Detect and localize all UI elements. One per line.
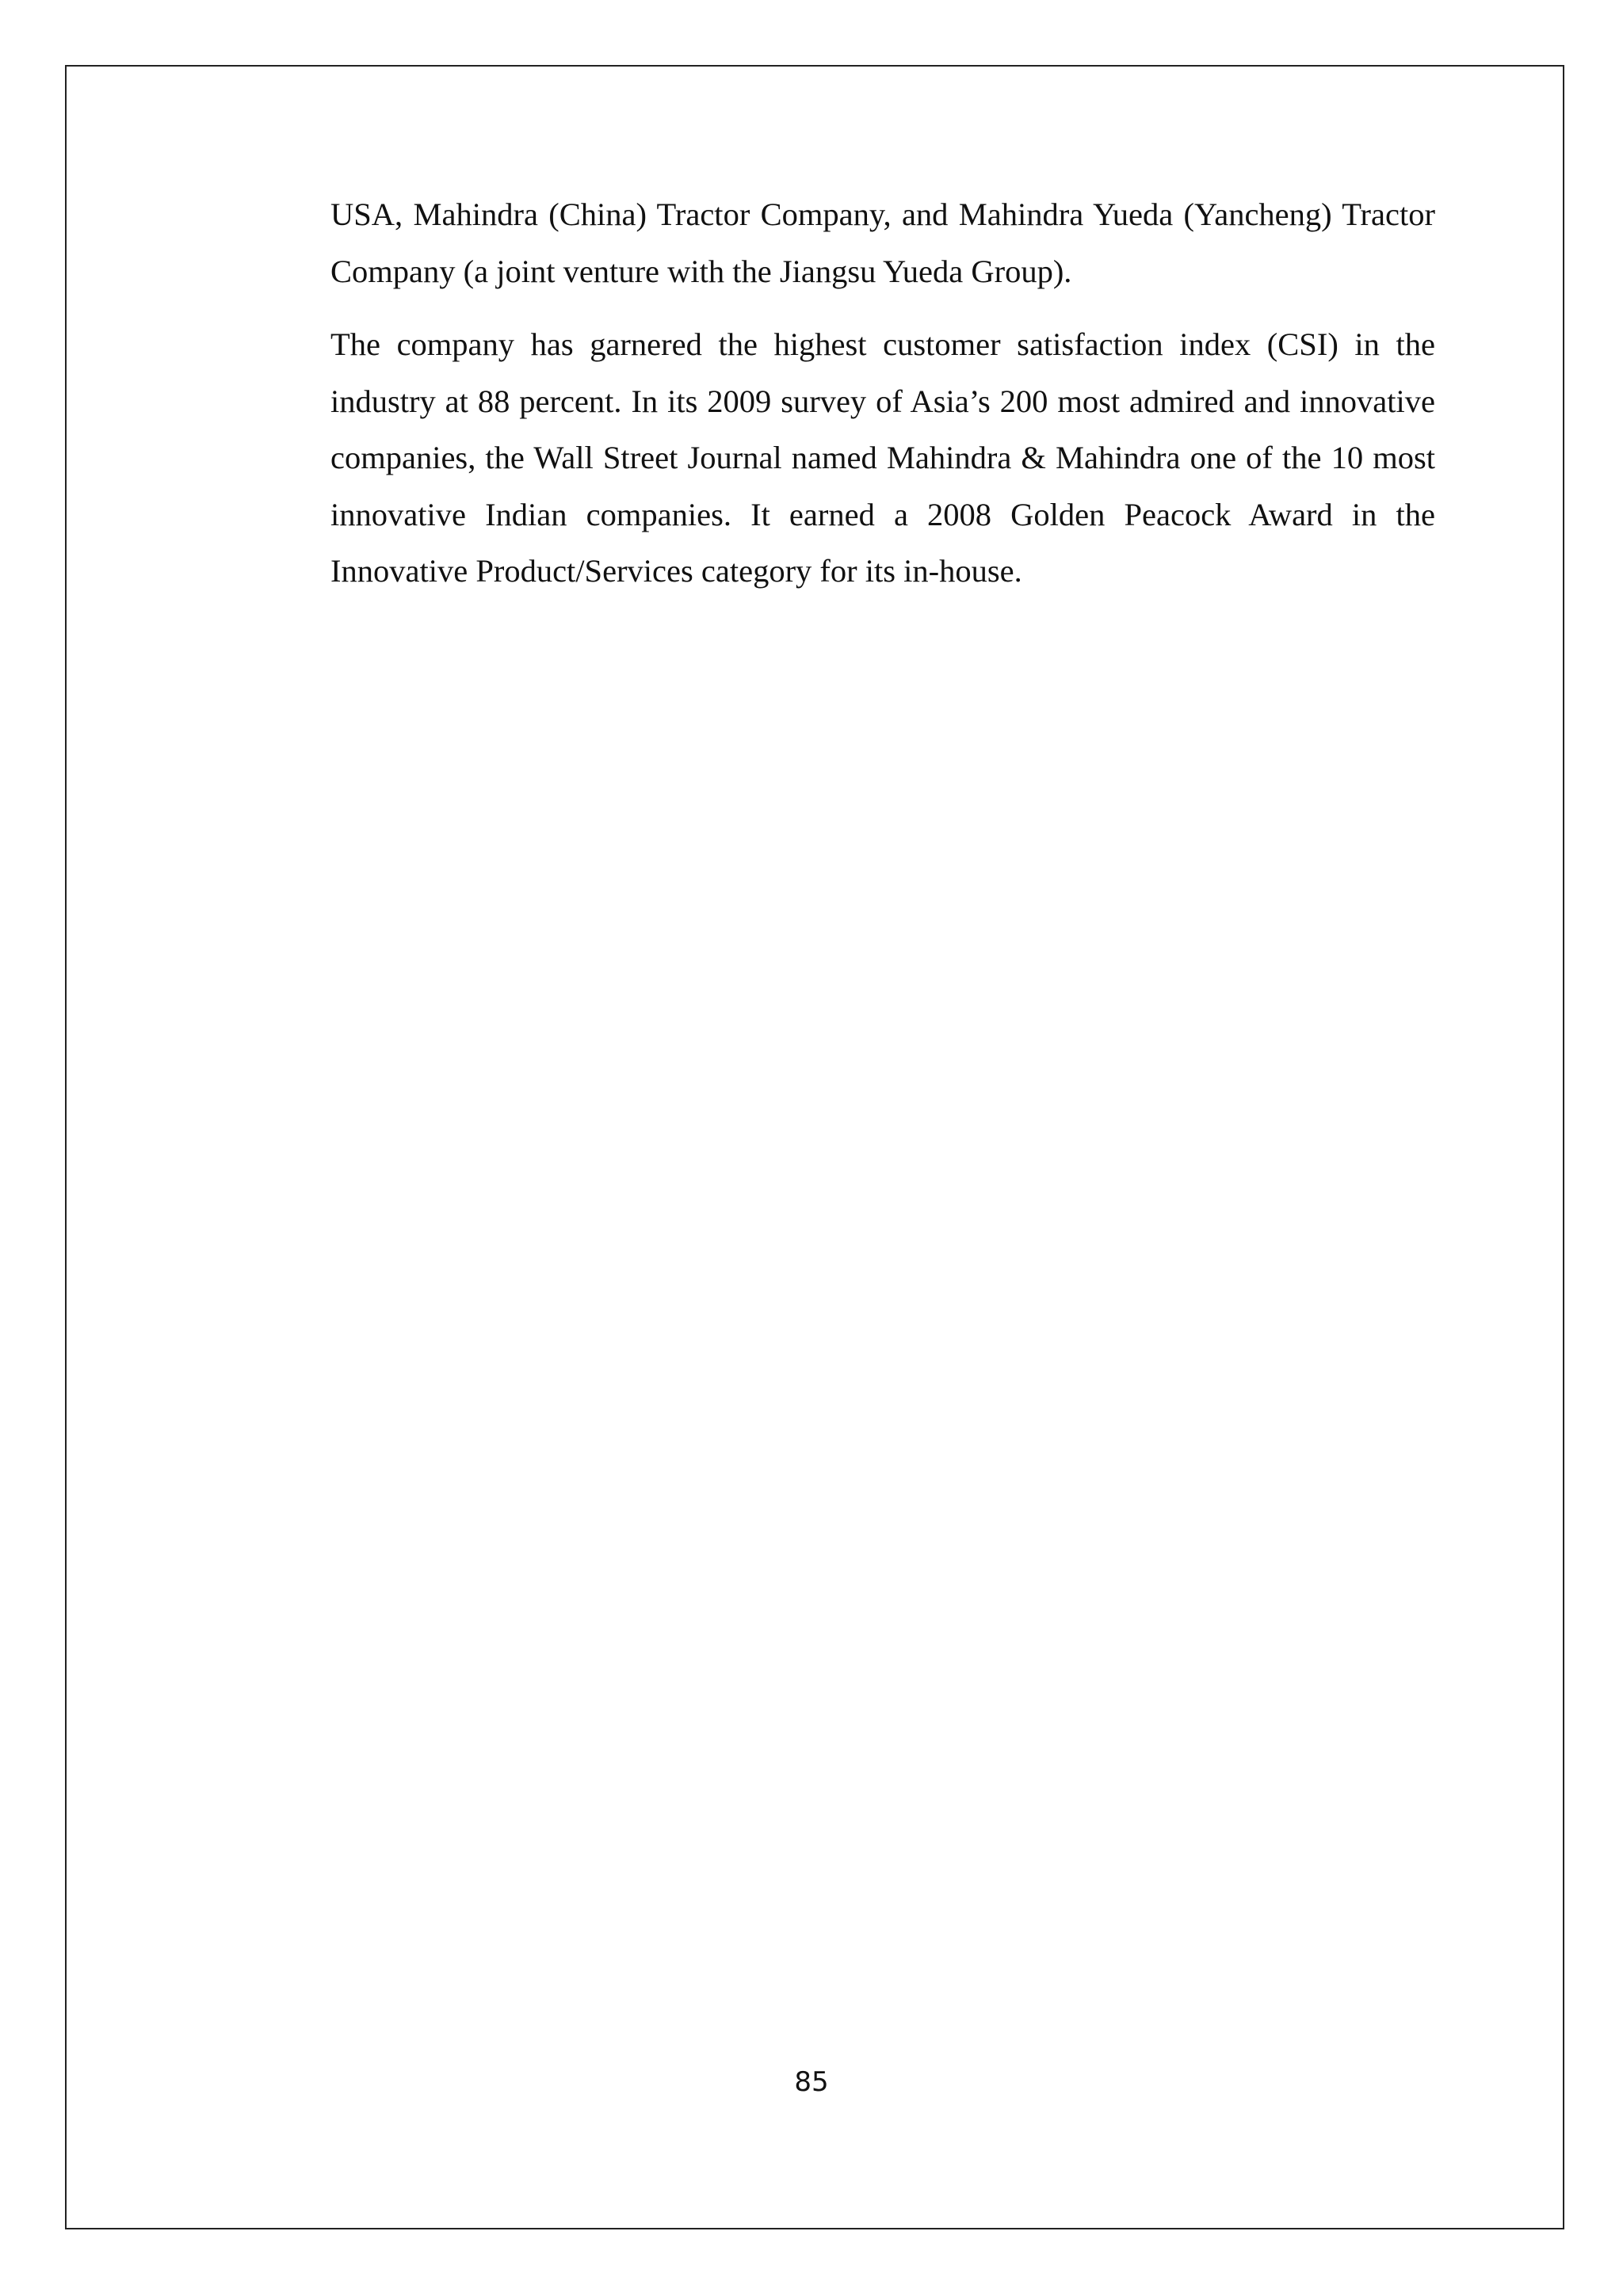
page-number: 85: [794, 2066, 829, 2098]
body-text: [330, 186, 1435, 616]
paragraph-1: USA, Mahindra (China) Tractor Company, and Mahindra Yueda (Yancheng) Tractor Company (a joint venture with the Jiangsu Yueda Group).: [330, 196, 1435, 289]
paragraph-2: The company has garnered the highest customer satisfaction index (CSI) in the industry at 88 percent. In its 2009 survey of Asia’s 200 most admired and innovative companies, the Wall Street Journal named Mahindra & Mahindra one of the 10 most innovative Indian companies. It earned a 2008 Golden Peacock Award in the Innovative Product/Services category for its in-house.: [330, 326, 1435, 589]
